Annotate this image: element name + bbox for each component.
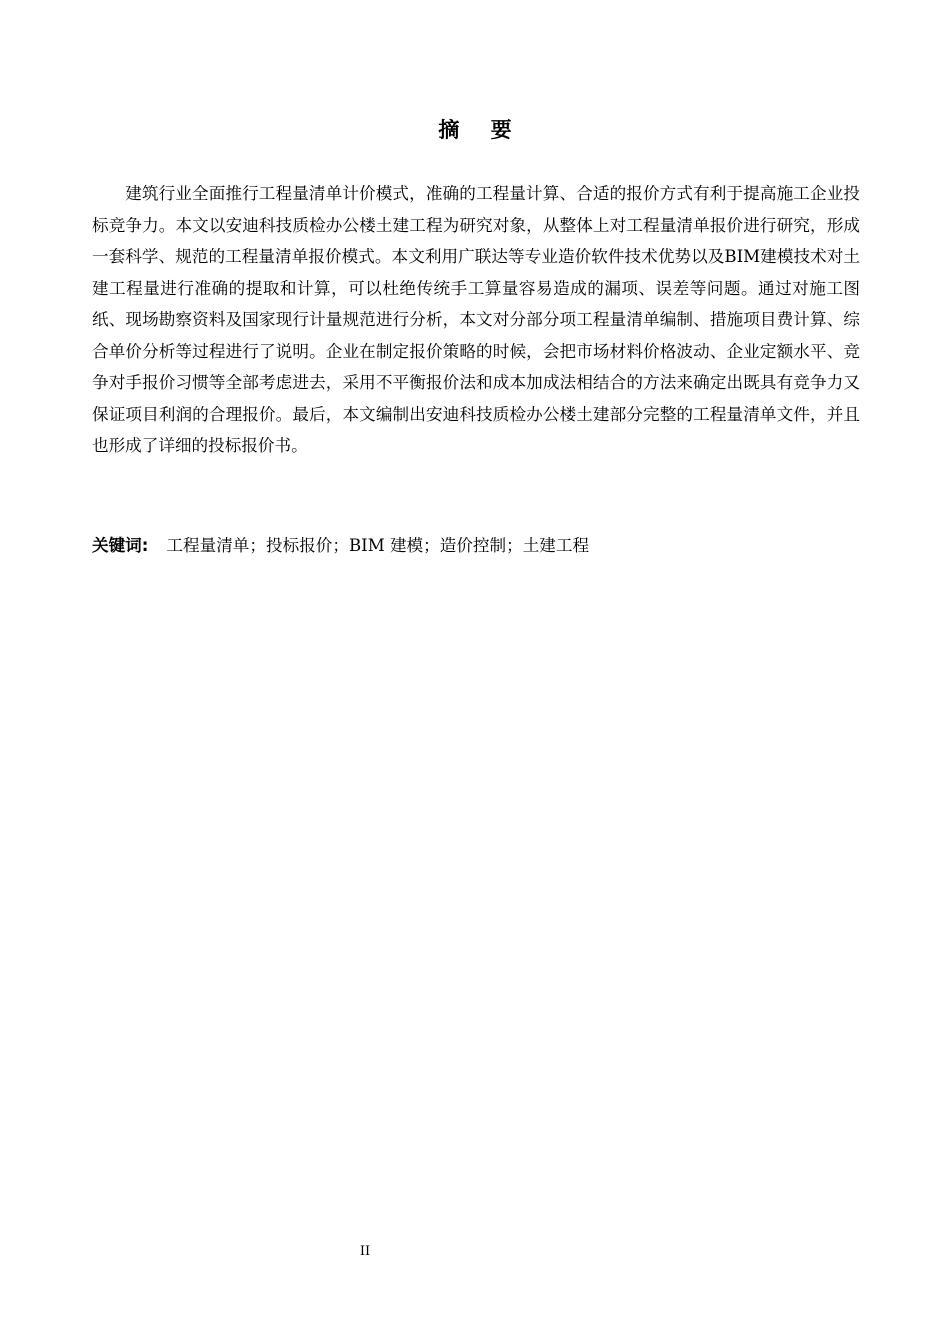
page-number: II bbox=[359, 1244, 371, 1259]
keywords-line bbox=[92, 530, 860, 562]
page-title: 摘 要 bbox=[438, 118, 524, 142]
abstract-body: 建筑行业全面推行工程量清单计价模式，准确的工程量计算、合适的报价方式有利于提高施工企业投标竞争力。本文以安迪科技质检办公楼土建工程为研究对象，从整体上对工程量清单报价进行研究，形成一套科学、规范的工程量清单报价模式。本文利用广联达等专业造价软件技术优势以及BIM建模技术对土建工程量进行准确的提取和计算，可以杜绝传统手工算量容易造成的漏项、误差等问题。通过对施工图纸、现场勘察资料及国家现行计量规范进行分析，本文对分部分项工程量清单编制、措施项目费计算、综合单价分析等过程进行了说明。企业在制定报价策略的时候，会把市场材料价格波动、企业定额水平、竞争对手报价习惯等全部考虑进去，采用不平衡报价法和成本加成法相结合的方法来确定出既具有竞争力又保证项目利润的合理报价。最后，本文编制出安迪科技质检办公楼土建部分完整的工程量清单文件，并且也形成了详细的投标报价书。 bbox=[92, 184, 860, 455]
keywords-list: 工程量清单；投标报价；BIM 建模；造价控制；土建工程 bbox=[166, 536, 590, 555]
keywords-label: 关键词: bbox=[92, 536, 149, 555]
